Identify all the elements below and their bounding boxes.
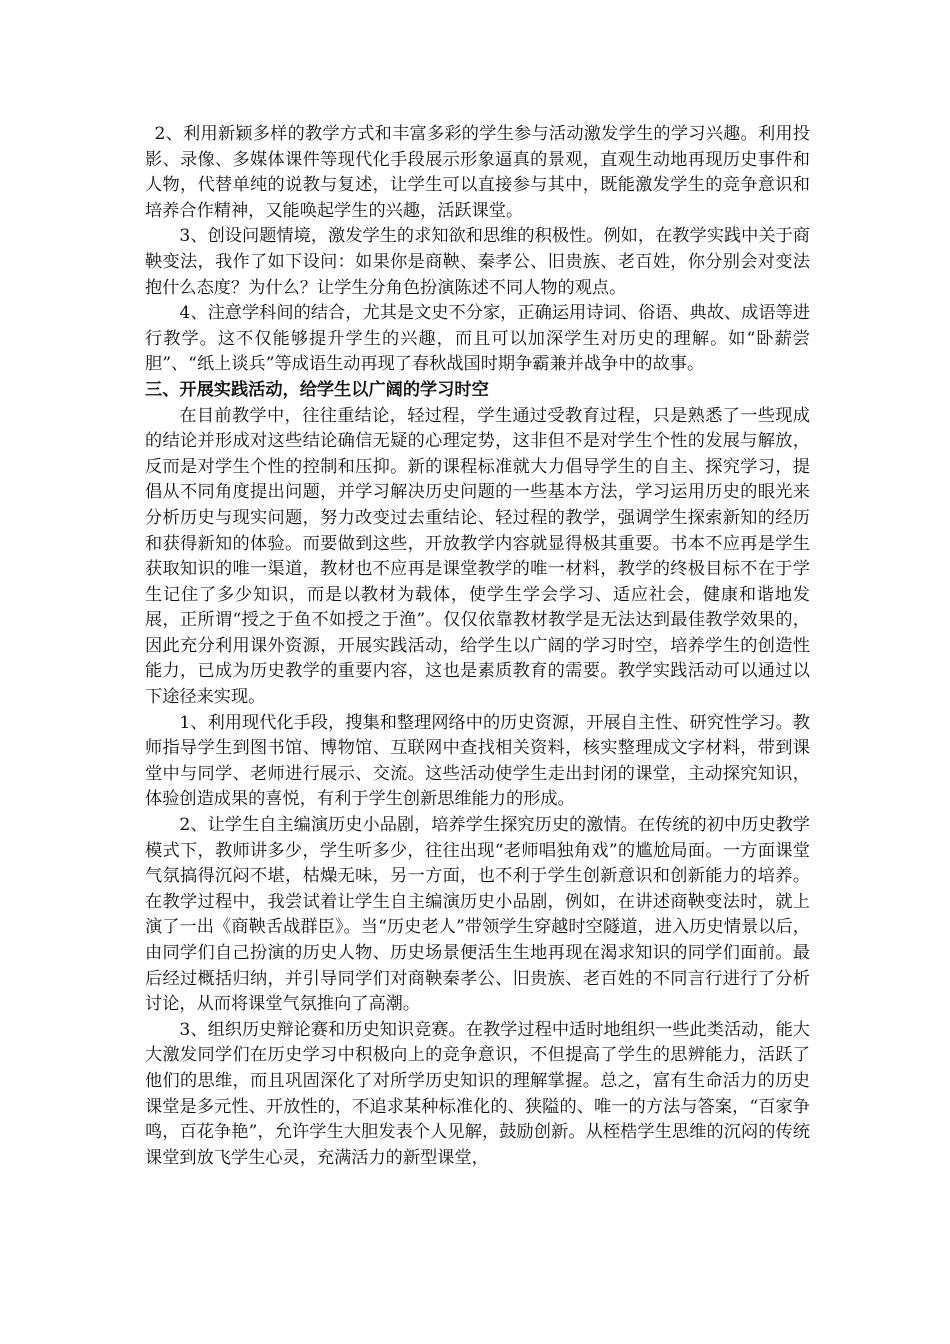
paragraph: 在目前教学中，往往重结论，轻过程，学生通过受教育过程，只是熟悉了一些现成的结论并形成对这些结论确信无疑的心理定势，这非但不是对学生个性的发展与解放，反而是对学生个性的控制和压抑。新的课程标准就大力倡导学生的自主、探究学习，提倡从不同角度提出问题，并学习解决历史问题的一些基本方法，学习运用历史的眼光来分析历史与现实问题，努力改变过去重结论、轻过程的教学，强调学生探索新知的经历和获得新知的体验。而要做到这些，开放教学内容就显得极其重要。书本不应再是学生获取知识的唯一渠道，教材也不应再是课堂教学的唯一材料，教学的终极目标不在于学生记住了多少知识，而是以教材为载体，使学生学会学习、适应社会，健康和谐地发展，正所谓“授之于鱼不如授之于渔”。仅仅依靠教材教学是无法达到最佳教学效果的，因此充分利用课外资源，开展实践活动，给学生以广阔的学习时空，培养学生的创造性能力，已成为历史教学的重要内容，这也是素质教育的需要。教学实践活动可以通过以下途径来实现。 (145, 405, 810, 708)
paragraph: 3、创设问题情境，激发学生的求知欲和思维的积极性。例如，在教学实践中关于商鞅变法，我作了如下设问：如果你是商鞅、秦孝公、旧贵族、老百姓，你分别会对变法抱什么态度？为什么？让学生分角色扮演陈述不同人物的观点。 (145, 226, 810, 298)
paragraph: 4、注意学科间的结合，尤其是文史不分家，正确运用诗词、俗语、典故、成语等进行教学。这不仅能够提升学生的兴趣，而且可以加深学生对历史的理解。如“卧薪尝胆”、“纸上谈兵”等成语生动再现了春秋战国时期争霸兼并战争中的故事。 (145, 303, 810, 375)
section-heading: 三、开展实践活动，给学生以广阔的学习时空 (145, 379, 489, 400)
paragraph: 2、利用新颖多样的教学方式和丰富多彩的学生参与活动激发学生的学习兴趣。利用投影、录像、多媒体课件等现代化手段展示形象逼真的景观，直观生动地再现历史事件和人物，代替单纯的说教与复述，让学生可以直接参与其中，既能激发学生的竞争意识和培养合作精神，又能唤起学生的兴趣，活跃课堂。 (145, 124, 810, 221)
paragraph: 2、让学生自主编演历史小品剧，培养学生探究历史的激情。在传统的初中历史教学模式下，教师讲多少，学生听多少，往往出现“老师唱独角戏”的尴尬局面。一方面课堂气氛搞得沉闷不堪，枯燥无味，另一方面，也不利于学生创新意识和创新能力的培养。在教学过程中，我尝试着让学生自主编演历史小品剧，例如，在讲述商鞅变法时，就上演了一出《商鞅舌战群臣》。当“历史老人”带领学生穿越时空隧道，进入历史情景以后，由同学们自己扮演的历史人物、历史场景便活生生地再现在渴求知识的同学们面前。最后经过概括归纳，并引导同学们对商鞅秦孝公、旧贵族、老百姓的不同言行进行了分析讨论，从而将课堂气氛推向了高潮。 (145, 815, 810, 1015)
paragraph: 1、利用现代化手段，搜集和整理网络中的历史资源，开展自主性、研究性学习。教师指导学生到图书馆、博物馆、互联网中查找相关资料，核实整理成文字材料，带到课堂中与同学、老师进行展示、交流。这些活动使学生走出封闭的课堂，主动探究知识，体验创造成果的喜悦，有利于学生创新思维能力的形成。 (145, 712, 810, 810)
paragraph: 3、组织历史辩论赛和历史知识竞赛。在教学过程中适时地组织一些此类活动，能大大激发同学们在历史学习中积极向上的竞争意识，不但提高了学生的思辨能力，活跃了他们的思维，而且巩固深化了对所学历史知识的理解掌握。总之，富有生命活力的历史课堂是多元性、开放性的，不追求某种标准化的、狭隘的、唯一的方法与答案，“百家争鸣，百花争艳”，允许学生大胆发表个人见解，鼓励创新。从桎梏学生思维的沉闷的传统课堂到放飞学生心灵，充满活力的新型课堂， (145, 1019, 810, 1168)
document-body (145, 122, 810, 1171)
